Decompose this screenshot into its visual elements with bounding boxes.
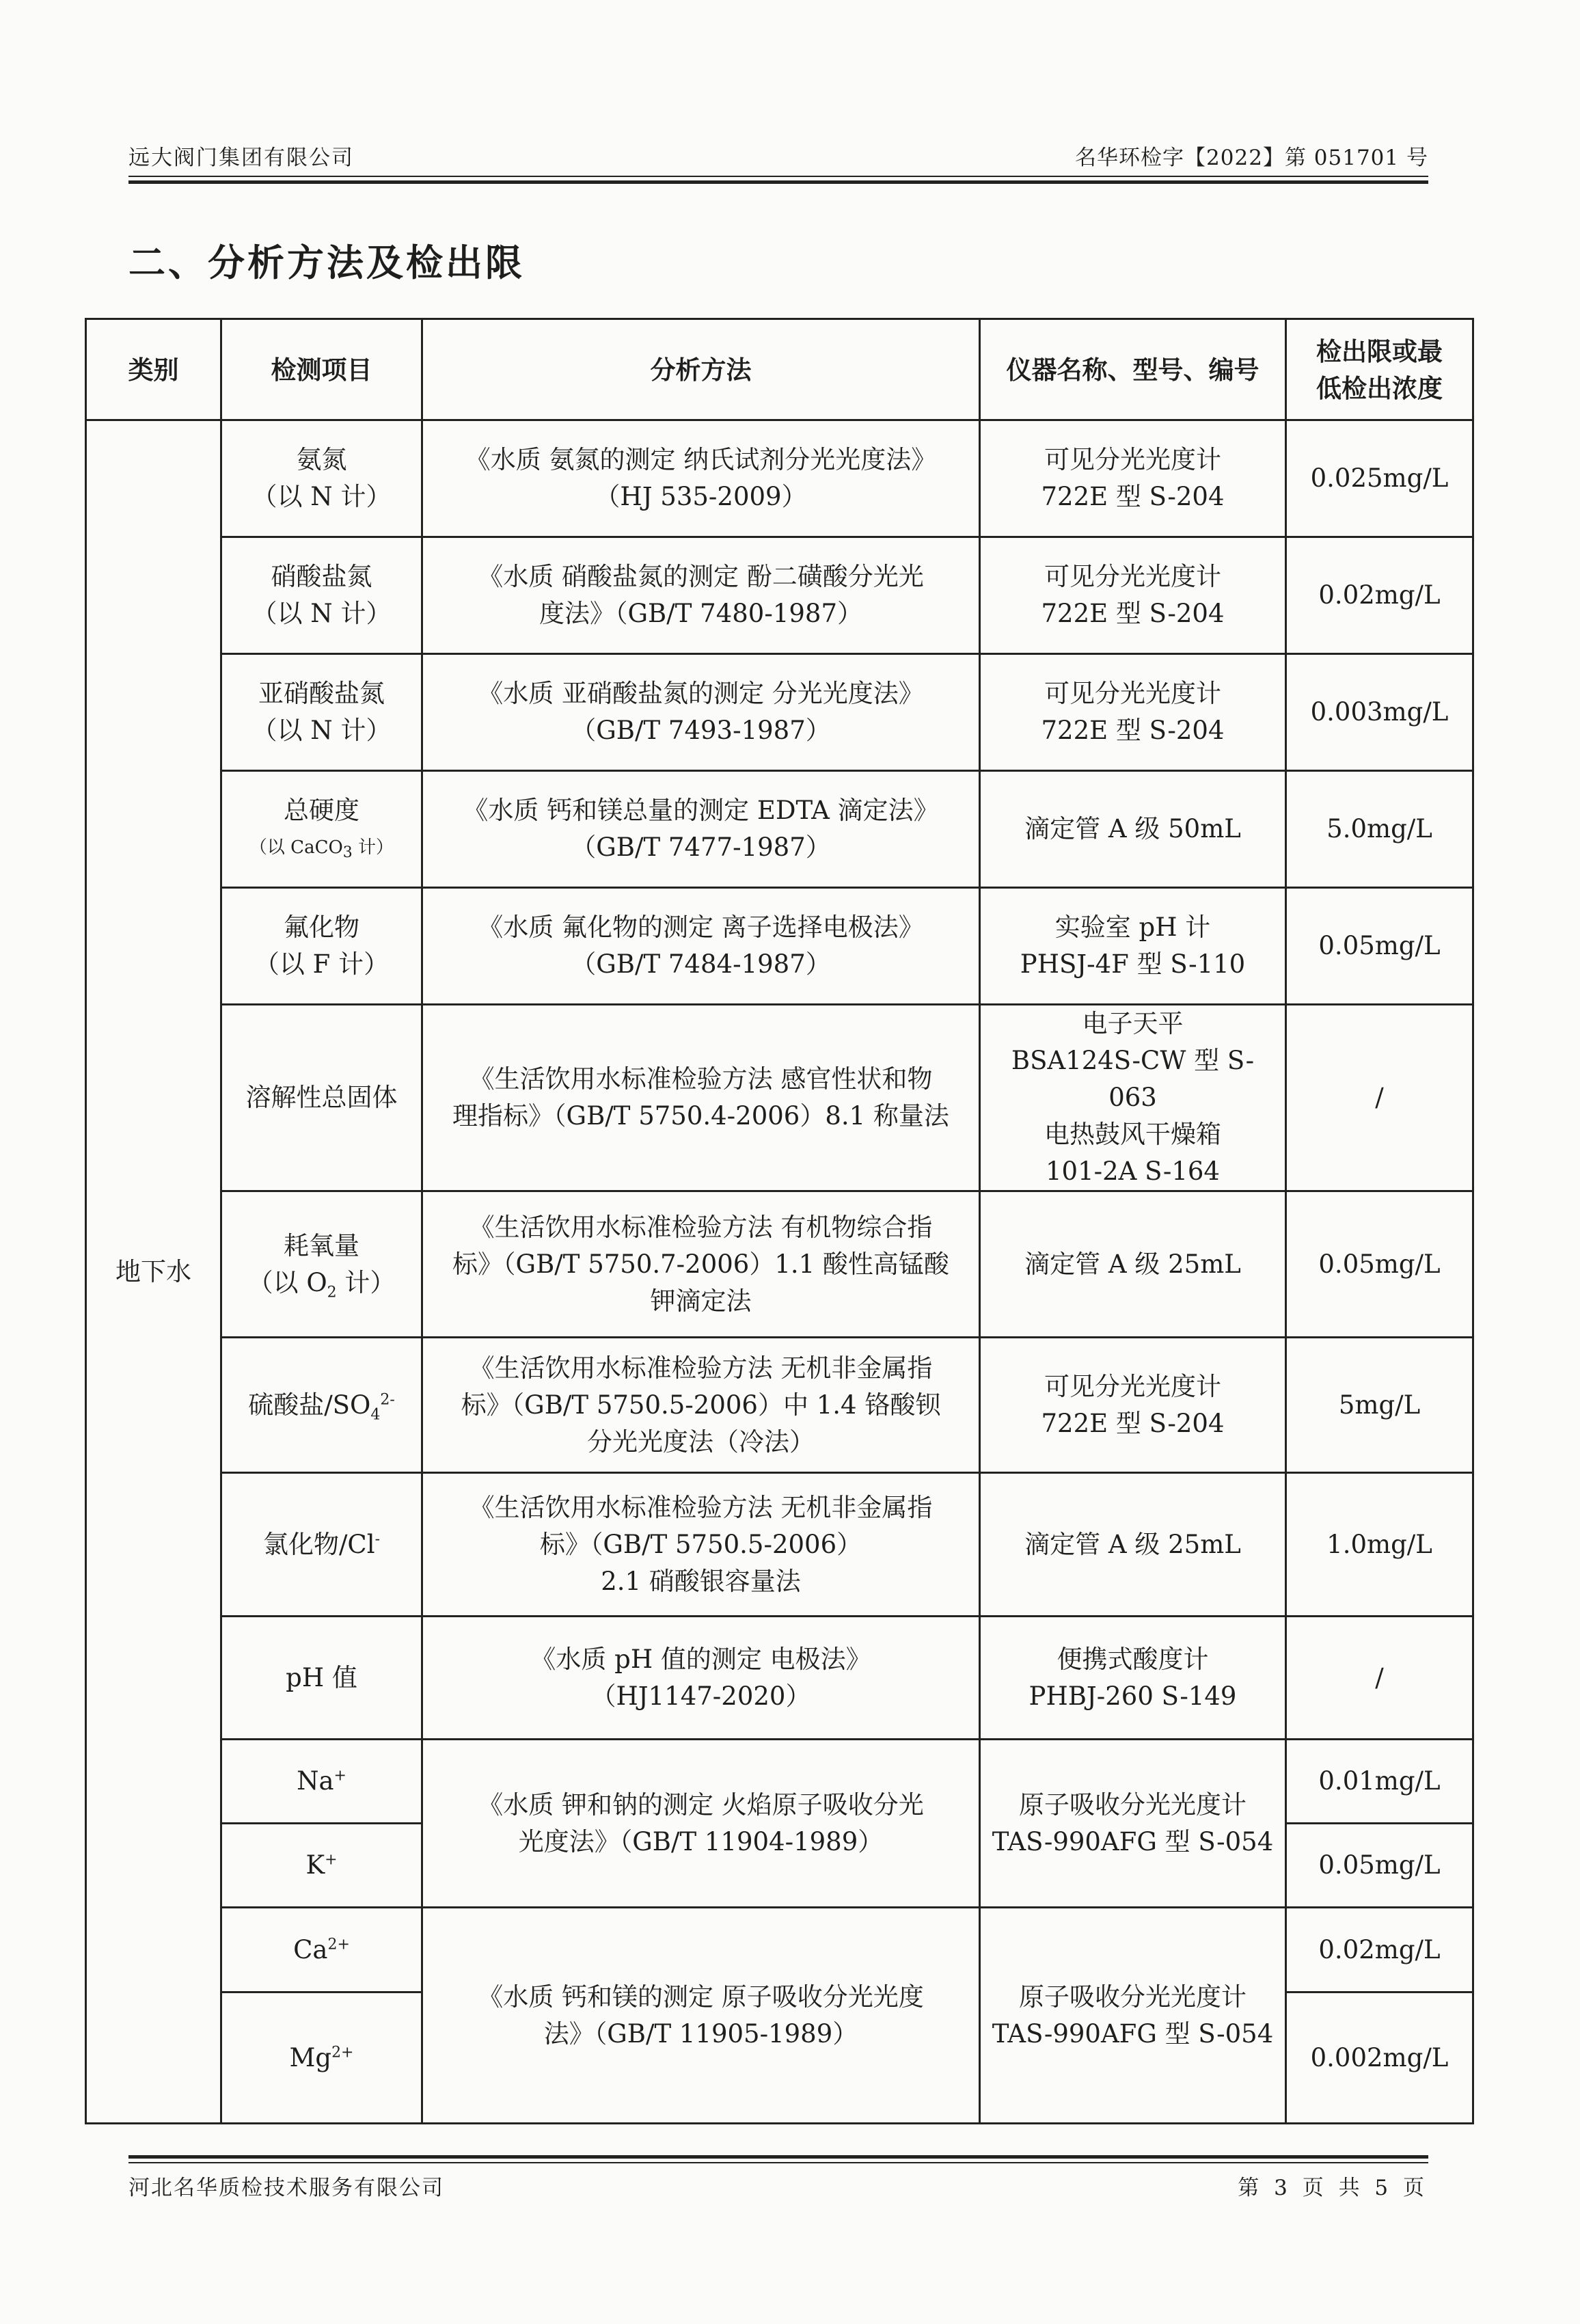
header-company: 远大阀门集团有限公司: [128, 146, 354, 170]
instrument-cell: [980, 654, 1286, 771]
method-cell: [422, 1740, 980, 1908]
method-line: 《水质 氟化物的测定 离子选择电极法》: [478, 913, 924, 942]
instrument-cell: 滴定管 A 级 25mL: [980, 1191, 1286, 1338]
method-cell: [422, 1617, 980, 1740]
superscript: 2-: [380, 1391, 395, 1409]
instrument-line: TAS-990AFG 型 S-054: [992, 1826, 1274, 1856]
method-line: （GB/T 7484-1987）: [571, 949, 831, 979]
instrument-cell: [980, 888, 1286, 1005]
limit-cell: /: [1286, 1005, 1473, 1191]
table-row: [86, 888, 1473, 1005]
table-row: [86, 1740, 1473, 1824]
limit-cell: 0.002mg/L: [1286, 1992, 1473, 2124]
item-line: （以 N 计）: [251, 716, 392, 745]
subscript: 4: [370, 1405, 381, 1423]
method-cell: [422, 654, 980, 771]
instrument-line: 实验室 pH 计: [1054, 913, 1211, 942]
item-cell: [221, 654, 422, 771]
limit-cell: 0.05mg/L: [1286, 1191, 1473, 1338]
instrument-line: 电子天平: [1082, 1009, 1184, 1038]
instrument-line: 101-2A S-164: [1046, 1157, 1220, 1186]
method-line: 《生活饮用水标准检验方法 有机物综合指: [469, 1212, 933, 1242]
instrument-line: 滴定管 A 级 50mL: [1024, 814, 1241, 843]
col-header-limit: [1286, 319, 1473, 420]
superscript: -: [374, 1530, 381, 1548]
item-line: 氟化物: [284, 913, 359, 942]
item-line: [230, 829, 413, 866]
method-line: 理指标》（GB/T 5750.4-2006）8.1 称量法: [452, 1101, 949, 1131]
item-cell: [221, 1740, 422, 1824]
item-line: 总硬度: [284, 796, 359, 825]
instrument-line: 722E 型 S-204: [1041, 599, 1225, 628]
item-cell: [221, 771, 422, 888]
instrument-line: TAS-990AFG 型 S-054: [992, 2018, 1274, 2049]
instrument-cell: [980, 537, 1286, 654]
item-cell: [221, 1824, 422, 1908]
method-cell: [422, 1191, 980, 1338]
col-header-category: 类别: [86, 319, 221, 420]
item-line: [230, 1265, 413, 1301]
method-line: （GB/T 7477-1987）: [571, 833, 831, 862]
footer-company: 河北名华质检技术服务有限公司: [128, 2176, 444, 2200]
table-row: [86, 1338, 1473, 1473]
footer-rule-thin: [128, 2162, 1428, 2163]
limit-cell: 0.025mg/L: [1286, 420, 1473, 537]
superscript: +: [325, 1851, 338, 1869]
method-line: 《水质 硝酸盐氮的测定 酚二磺酸分光光: [478, 562, 924, 591]
instrument-line: BSA124S-CW 型 S-063: [1011, 1046, 1255, 1112]
table-row: [86, 654, 1473, 771]
instrument-line: 原子吸收分光光度计: [1019, 1982, 1247, 2012]
method-cell: [422, 1338, 980, 1473]
instrument-cell: [980, 420, 1286, 537]
method-cell: [422, 1473, 980, 1617]
item-text: 计）: [352, 837, 394, 858]
method-line: 《水质 钙和镁总量的测定 EDTA 滴定法》: [463, 796, 939, 825]
method-line: （HJ1147-2020）: [590, 1681, 811, 1711]
method-cell: [422, 771, 980, 888]
instrument-line: PHSJ-4F 型 S-110: [1020, 949, 1246, 979]
method-line: 《生活饮用水标准检验方法 无机非金属指: [469, 1492, 933, 1522]
instrument-line: 可见分光光度计: [1044, 679, 1221, 708]
instrument-cell: [980, 1005, 1286, 1191]
item-line: 耗氧量: [284, 1230, 359, 1260]
limit-cell: 0.05mg/L: [1286, 1824, 1473, 1908]
col-header-instrument: 仪器名称、型号、编号: [980, 319, 1286, 420]
limit-cell: 0.02mg/L: [1286, 537, 1473, 654]
method-line: 光度法》（GB/T 11904-1989）: [518, 1826, 884, 1856]
item-cell: [221, 537, 422, 654]
item-text: （以 O: [247, 1267, 327, 1297]
method-line: 《水质 pH 值的测定 电极法》: [530, 1644, 871, 1674]
item-text: Ca: [293, 1934, 328, 1964]
limit-cell: 0.02mg/L: [1286, 1908, 1473, 1992]
header-rule-thick: [128, 180, 1428, 184]
instrument-cell: [980, 1617, 1286, 1740]
item-text: K: [305, 1850, 325, 1880]
limit-cell: 0.01mg/L: [1286, 1740, 1473, 1824]
col-header-method: 分析方法: [422, 319, 980, 420]
method-cell: [422, 1005, 980, 1191]
category-cell: 地下水: [86, 420, 221, 2124]
analysis-methods-table: [85, 318, 1474, 2124]
item-text: Na: [297, 1766, 334, 1796]
item-line: 氨氮: [296, 445, 347, 474]
method-cell: [422, 537, 980, 654]
method-line: 标》（GB/T 5750.5-2006）中 1.4 铬酸钡: [461, 1390, 941, 1420]
method-line: 分光光度法（冷法）: [587, 1427, 815, 1457]
limit-cell: /: [1286, 1617, 1473, 1740]
superscript: +: [333, 1767, 346, 1785]
limit-cell: 5mg/L: [1286, 1338, 1473, 1473]
subscript: 2: [327, 1283, 337, 1301]
table-row: [86, 1005, 1473, 1191]
item-line: （以 N 计）: [251, 599, 392, 628]
item-cell: [221, 888, 422, 1005]
method-line: 标》（GB/T 5750.7-2006）1.1 酸性高锰酸: [452, 1249, 949, 1279]
instrument-line: 722E 型 S-204: [1041, 482, 1225, 511]
table-row: [86, 537, 1473, 654]
instrument-cell: [980, 1740, 1286, 1908]
instrument-line: 722E 型 S-204: [1041, 1408, 1225, 1438]
item-line: （以 N 计）: [251, 482, 392, 511]
table-row: [86, 1908, 1473, 1992]
table-header-row: [86, 319, 1473, 420]
footer-page-number: 第 3 页 共 5 页: [1238, 2176, 1428, 2200]
header-report-number: 名华环检字【2022】第 051701 号: [1075, 146, 1428, 170]
method-line: 法》（GB/T 11905-1989）: [543, 2018, 858, 2049]
method-line: 《生活饮用水标准检验方法 无机非金属指: [469, 1353, 933, 1383]
instrument-cell: [980, 1338, 1286, 1473]
limit-cell: 5.0mg/L: [1286, 771, 1473, 888]
instrument-line: PHBJ-260 S-149: [1029, 1681, 1237, 1711]
table-row: [86, 1191, 1473, 1338]
superscript: 2+: [327, 1936, 350, 1954]
item-cell: [221, 1473, 422, 1617]
table-row: [86, 1617, 1473, 1740]
instrument-line: 电热鼓风干燥箱: [1044, 1120, 1221, 1149]
item-line: 硝酸盐氮: [271, 562, 372, 591]
item-cell: [221, 1992, 422, 2124]
table-row: [86, 771, 1473, 888]
item-text: 计）: [336, 1267, 396, 1297]
item-cell: 溶解性总固体: [221, 1005, 422, 1191]
method-line: 度法》（GB/T 7480-1987）: [539, 599, 862, 628]
superscript: 2+: [331, 2044, 354, 2062]
item-cell: [221, 1191, 422, 1338]
table-row: [86, 420, 1473, 537]
item-line: 亚硝酸盐氮: [258, 679, 385, 708]
instrument-cell: 滴定管 A 级 25mL: [980, 1473, 1286, 1617]
item-text: Mg: [289, 2042, 332, 2072]
method-line: 钾滴定法: [650, 1286, 752, 1316]
method-line: 《水质 氨氮的测定 纳氏试剂分光光度法》: [465, 445, 937, 474]
item-cell: [221, 420, 422, 537]
col-header-limit-line: 检出限或最: [1316, 336, 1443, 366]
item-text: 氯化物/Cl: [262, 1529, 375, 1559]
method-cell: [422, 888, 980, 1005]
method-line: 《水质 亚硝酸盐氮的测定 分光光度法》: [478, 679, 924, 708]
method-line: 标》（GB/T 5750.5-2006）: [539, 1529, 862, 1559]
method-cell: [422, 1908, 980, 2124]
col-header-item: 检测项目: [221, 319, 422, 420]
item-cell: [221, 1908, 422, 1992]
instrument-line: 可见分光光度计: [1044, 1371, 1221, 1401]
limit-cell: 0.05mg/L: [1286, 888, 1473, 1005]
instrument-line: 可见分光光度计: [1044, 562, 1221, 591]
col-header-limit-line: 低检出浓度: [1316, 373, 1443, 403]
header-rule-thin: [128, 176, 1428, 177]
instrument-line: 便携式酸度计: [1057, 1644, 1209, 1674]
item-text: 硫酸盐/SO: [248, 1390, 371, 1420]
instrument-line: 722E 型 S-204: [1041, 716, 1225, 745]
item-cell: pH 值: [221, 1617, 422, 1740]
instrument-cell: [980, 1908, 1286, 2124]
table-row: [86, 1473, 1473, 1617]
method-line: 《水质 钙和镁的测定 原子吸收分光光度: [478, 1982, 924, 2012]
footer-rule-thick: [128, 2155, 1428, 2159]
method-line: 《生活饮用水标准检验方法 感官性状和物: [469, 1064, 933, 1094]
method-line: （HJ 535-2009）: [595, 482, 807, 511]
instrument-line: 原子吸收分光光度计: [1019, 1789, 1247, 1820]
item-line: （以 F 计）: [254, 949, 390, 979]
section-title: 二、分析方法及检出限: [128, 241, 525, 284]
instrument-line: 可见分光光度计: [1044, 445, 1221, 474]
limit-cell: 0.003mg/L: [1286, 654, 1473, 771]
method-cell: [422, 420, 980, 537]
item-cell: [221, 1338, 422, 1473]
subscript: 3: [342, 844, 353, 862]
instrument-cell: [980, 771, 1286, 888]
item-text: （以 CaCO: [249, 837, 343, 858]
method-line: （GB/T 7493-1987）: [571, 716, 831, 745]
method-line: 2.1 硝酸银容量法: [601, 1566, 801, 1596]
limit-cell: 1.0mg/L: [1286, 1473, 1473, 1617]
method-line: 《水质 钾和钠的测定 火焰原子吸收分光: [478, 1789, 924, 1820]
